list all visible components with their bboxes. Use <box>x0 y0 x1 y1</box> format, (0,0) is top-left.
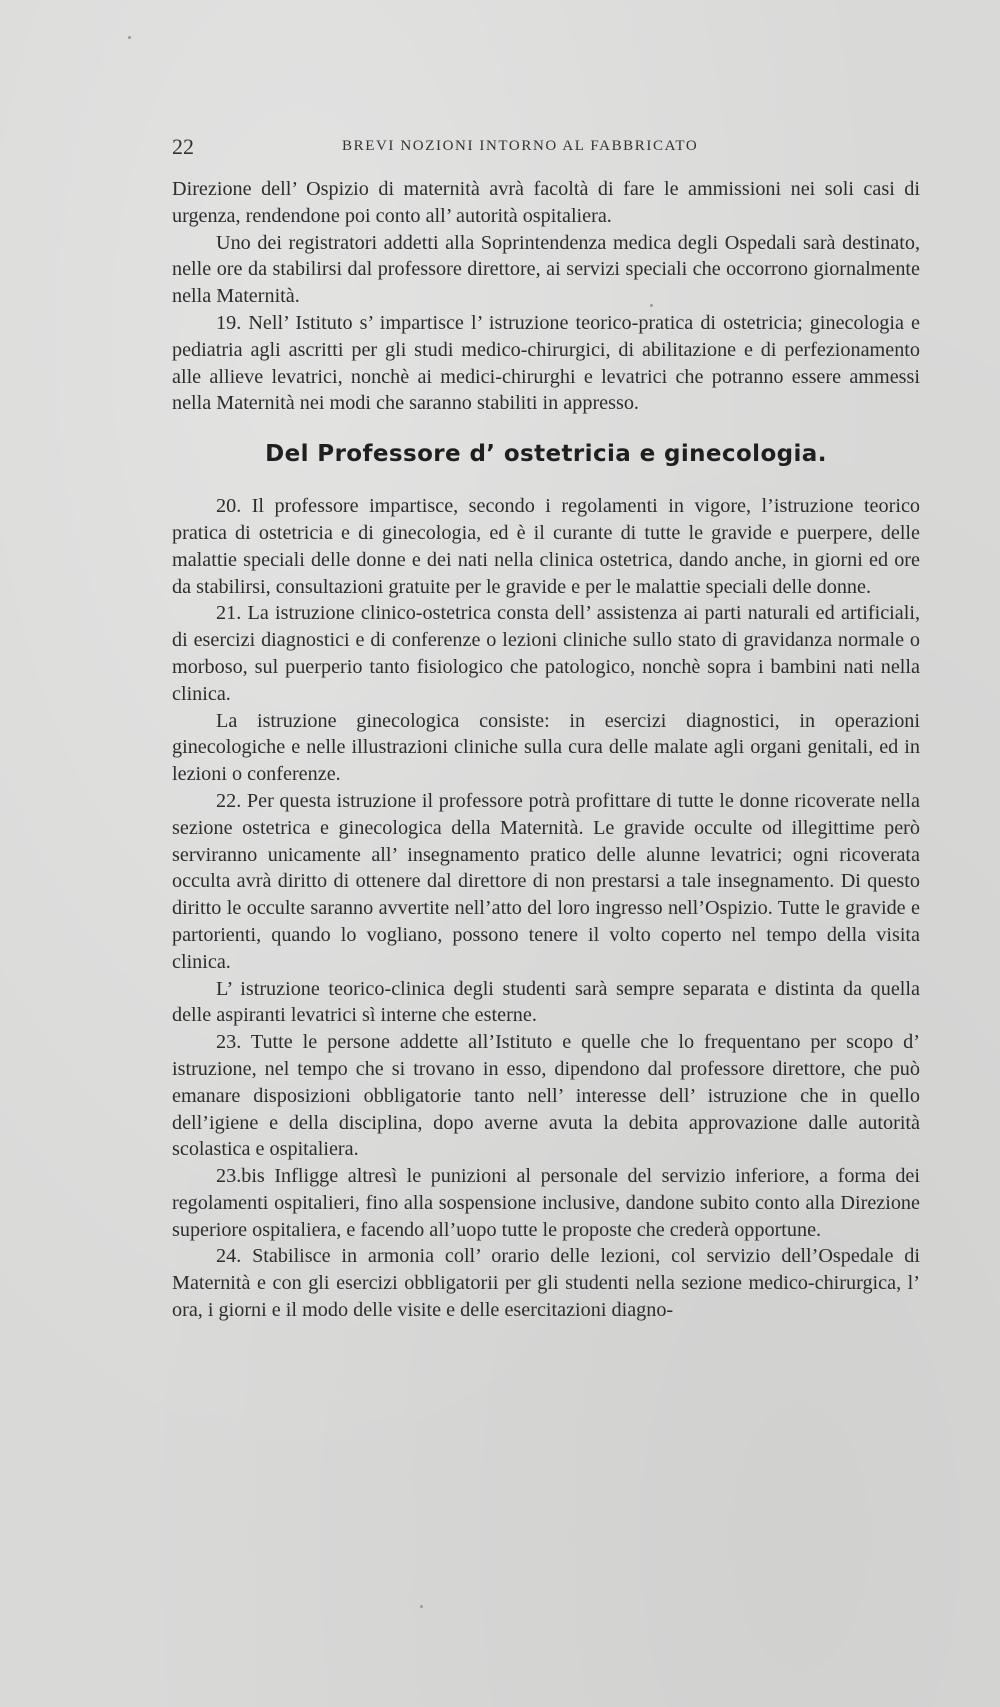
body-text <box>172 176 920 1324</box>
section-heading: Del Professore d’ ostetricia e ginecologia. <box>265 441 827 468</box>
paragraph: 20. Il professore impartisce, secondo i regolamenti in vigore, l’istruzione teorico pratica di ostetricia e di ginecologia, ed è il curante di tutte le gravide e puerpere, delle malattie speciali delle donne e dei nati nella clinica ostetrica, dando anche, in giorni ed ore da stabilirsi, consultazioni gratuite per le gravide e per le malattie speciali delle donne. <box>172 495 920 598</box>
paragraph: La istruzione ginecologica consiste: in esercizi diagnostici, in operazioni ginecologiche e nelle illustrazioni cliniche sulla cura delle malate agli organi genitali, ed in lezioni o conferenze. <box>172 709 920 786</box>
paper-speck <box>420 1605 423 1608</box>
running-head <box>172 134 914 162</box>
page-number: 22 <box>172 134 194 159</box>
paragraph: Direzione dell’ Ospizio di maternità avrà facoltà di fare le ammissioni nei soli casi di urgenza, rendendone poi conto all’ autorità ospitaliera. <box>172 178 920 227</box>
paragraph: 22. Per questa istruzione il professore potrà profittare di tutte le donne ricoverate nella sezione ostetrica e ginecologica della Maternità. Le gravide occulte od illegittime però serviranno unicamente all’ insegnamento pratico delle alunne levatrici; ogni ricoverata occulta avrà diritto di ottenere dal direttore di non prestarsi a tale insegnamento. Di questo diritto le occulte saranno avvertite nell’atto del loro ingresso nell’Ospizio. Tutte le gravide e partorienti, quando lo vogliano, possono tenere il volto coperto nel tempo della visita clinica. <box>172 789 920 973</box>
paragraph: 19. Nell’ Istituto s’ impartisce l’ istruzione teorico-pratica di ostetricia; ginecologia e pediatria agli ascritti per gli studi medico-chirurgici, di abilitazione e di perfezionamento alle allieve levatrici, nonchè ai medici-chirurghi e levatrici che potranno essere ammessi nella Maternità nei modi che saranno stabiliti in appresso. <box>172 311 920 415</box>
running-title: BREVI NOZIONI INTORNO AL FABBRICATO <box>342 138 699 154</box>
paragraph: Uno dei registratori addetti alla Soprintendenza medica degli Ospedali sarà destinato, nelle ore da stabilirsi dal professore direttore, ai servizi speciali che occorrono giornalmente nella Maternità. <box>172 231 920 308</box>
paragraph: 24. Stabilisce in armonia coll’ orario delle lezioni, col servizio dell’Ospedale di Maternità e con gli esercizi obbligatorii per gli studenti nella sezione medico-chirurgica, l’ ora, i giorni e il modo delle visite e delle esercitazioni diagno- <box>172 1245 920 1322</box>
paragraph: L’ istruzione teorico-clinica degli studenti sarà sempre separata e distinta da quella delle aspiranti levatrici sì interne che esterne. <box>172 977 920 1027</box>
paper-speck <box>128 36 131 39</box>
paper-speck <box>650 304 653 307</box>
paragraph: 21. La istruzione clinico-ostetrica consta dell’ assistenza ai parti naturali ed artificiali, di esercizi diagnostici e di conferenze o lezioni cliniche sullo stato di gravidanza normale o morboso, sul puerperio tanto fisiologico che patologico, nonchè sopra i bambini nati nella clinica. <box>172 602 920 705</box>
paragraph: 23. Tutte le persone addette all’Istituto e quelle che lo frequentano per scopo d’ istruzione, nel tempo che si trovano in esso, dipendono dal professore direttore, che può emanare disposizioni obbligatorie tanto nell’ interesse dell’ istruzione che in quello dell’igiene e della disciplina, dopo averne avuta la debita approvazione dalle autorità scolastica e ospitaliera. <box>172 1031 920 1161</box>
paragraph: 23.bis Infligge altresì le punizioni al personale del servizio inferiore, a forma dei regolamenti ospitalieri, fino alla sospensione inclusive, dandone subito conto alla Direzione superiore ospitaliera, e facendo all’uopo tutte le proposte che crederà opportune. <box>172 1165 920 1241</box>
